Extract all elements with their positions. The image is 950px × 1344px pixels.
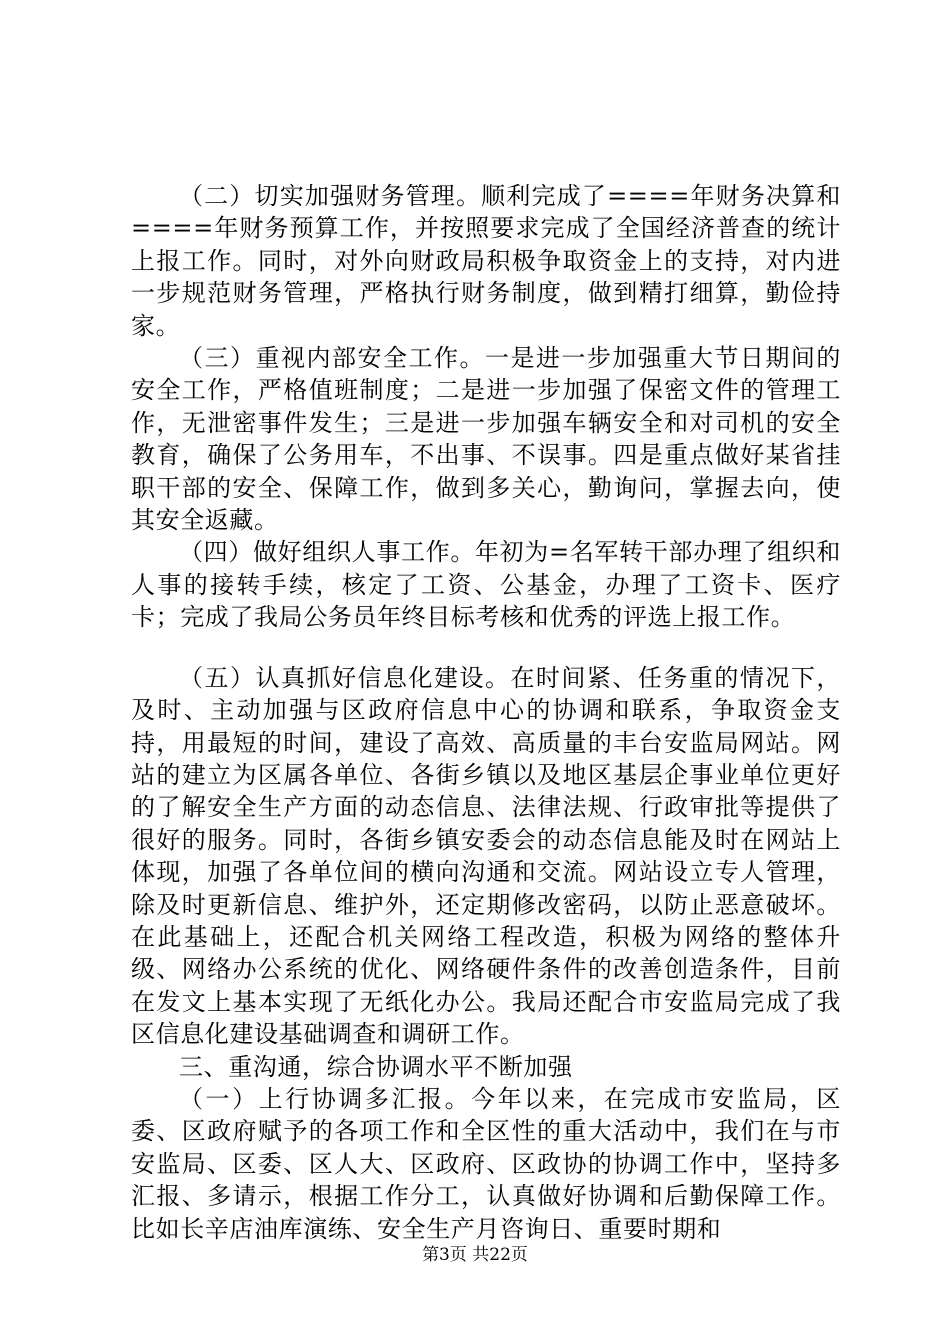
paragraph-safety: （三）重视内部安全工作。一是进一步加强重大节日期间的安全工作，严格值班制度；二是进一步加强了保密文件的管理工作，无泄密事件发生；三是进一步加强车辆安全和对司机的安全教育，确保了公务用车，不出事、不误事。四是重点做好某省挂职干部的安全、保障工作，做到多关心，勤询问，掌握去向，使其安全返藏。 [131, 344, 841, 535]
paragraph-upward-coordination: （一）上行协调多汇报。今年以来，在完成市安监局，区委、区政府赋予的各项工作和全区性的重大活动中，我们在与市安监局、区委、区人大、区政府、区政协的协调工作中，坚持多汇报、多请示，根据工作分工，认真做好协调和后勤保障工作。比如长辛店油库演练、安全生产月咨询日、重要时期和 [131, 1084, 841, 1243]
paragraph-personnel: （四）做好组织人事工作。年初为=名军转干部办理了组织和人事的接转手续，核定了工资、公基金，办理了工资卡、医疗卡；完成了我局公务员年终目标考核和优秀的评选上报工作。 [131, 538, 841, 632]
section-heading-communication: 三、重沟通，综合协调水平不断加强 [179, 1052, 573, 1081]
page-footer: 第3页 共22页 [422, 1245, 528, 1265]
paragraph-informatization: （五）认真抓好信息化建设。在时间紧、任务重的情况下，及时、主动加强与区政府信息中心的协调和联系，争取资金支持，用最短的时间，建设了高效、高质量的丰台安监局网站。网站的建立为区属各单位、各街乡镇以及地区基层企事业单位更好的了解安全生产方面的动态信息、法律法规、行政审批等提供了很好的服务。同时，各街乡镇安委会的动态信息能及时在网站上体现，加强了各单位间的横向沟通和交流。网站设立专人管理，除及时更新信息、维护外，还定期修改密码，以防止恶意破坏。在此基础上，还配合机关网络工程改造，积极为网络的整体升级、网络办公系统的优化、网络硬件条件的改善创造条件，目前在发文上基本实现了无纸化办公。我局还配合市安监局完成了我区信息化建设基础调查和调研工作。 [131, 663, 841, 1049]
paragraph-finance: （二）切实加强财务管理。顺利完成了====年财务决算和====年财务预算工作，并按照要求完成了全国经济普查的统计上报工作。同时，对外向财政局积极争取资金上的支持，对内进一步规范财务管理，严格执行财务制度，做到精打细算，勤俭持家。 [131, 182, 841, 340]
paragraph-gap [131, 634, 841, 662]
document-body [131, 180, 841, 1245]
